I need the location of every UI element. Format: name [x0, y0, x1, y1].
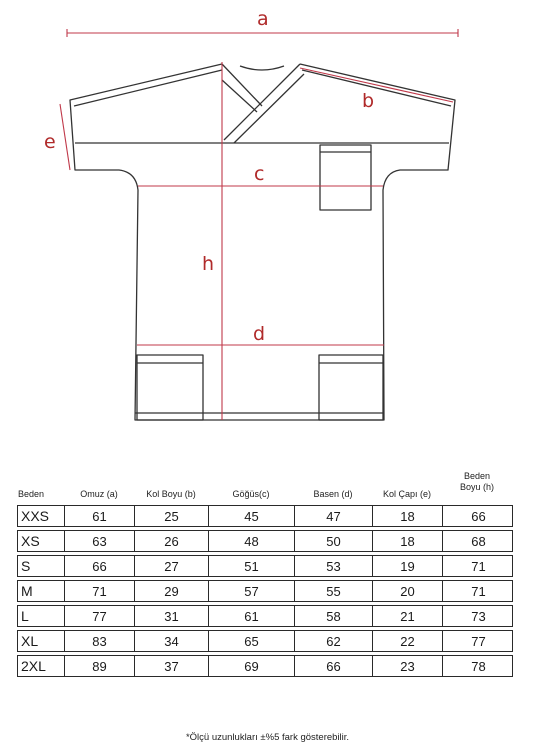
measurement-cell: 20 — [372, 581, 442, 601]
measurement-cell: 66 — [64, 556, 134, 576]
size-cell: XL — [21, 633, 39, 649]
size-cell: S — [21, 558, 31, 574]
measurement-cell: 83 — [64, 631, 134, 651]
measurement-cell: 21 — [372, 606, 442, 626]
measurement-cell: 34 — [134, 631, 208, 651]
measurement-cell: 61 — [64, 506, 134, 526]
measurement-cell: 48 — [208, 531, 294, 551]
measurement-cell: 19 — [372, 556, 442, 576]
size-cell: M — [21, 583, 33, 599]
measurement-cell: 22 — [372, 631, 442, 651]
measurement-cell: 45 — [208, 506, 294, 526]
measure-label-e: e — [44, 131, 56, 153]
measurement-cell: 61 — [208, 606, 294, 626]
measurement-cell: 23 — [372, 656, 442, 676]
measurement-cell: 58 — [294, 606, 372, 626]
measurement-cell: 71 — [442, 556, 514, 576]
measure-label-h: h — [202, 253, 215, 275]
measurement-cell: 47 — [294, 506, 372, 526]
measurement-cell: 66 — [442, 506, 514, 526]
table-row — [17, 580, 513, 602]
measure-label-b: b — [362, 90, 375, 112]
measure-label-a: a — [257, 8, 269, 30]
garment-outline — [70, 64, 455, 420]
table-row — [17, 630, 513, 652]
measurement-cell: 31 — [134, 606, 208, 626]
measurement-cell: 68 — [442, 531, 514, 551]
size-cell: L — [21, 608, 29, 624]
measurement-cell: 77 — [442, 631, 514, 651]
table-row — [17, 530, 513, 552]
table-row — [17, 505, 513, 527]
table-row — [17, 655, 513, 677]
table-row — [17, 605, 513, 627]
header-kol-capi: Kol Çapı (e) — [382, 489, 432, 499]
measurement-cell: 66 — [294, 656, 372, 676]
header-gogus: Göğüs(c) — [232, 489, 270, 499]
measurement-cell: 26 — [134, 531, 208, 551]
measurement-cell: 78 — [442, 656, 514, 676]
measurement-cell: 55 — [294, 581, 372, 601]
size-chart-table — [0, 440, 535, 710]
header-omuz: Omuz (a) — [80, 489, 118, 499]
measurement-cell: 71 — [64, 581, 134, 601]
measure-label-c: c — [254, 163, 265, 185]
measurement-cell: 50 — [294, 531, 372, 551]
header-kol-boyu: Kol Boyu (b) — [146, 489, 196, 499]
measure-label-d: d — [253, 323, 266, 345]
measurement-cell: 29 — [134, 581, 208, 601]
measurement-cell: 71 — [442, 581, 514, 601]
measurement-cell: 25 — [134, 506, 208, 526]
table-row — [17, 555, 513, 577]
measurement-cell: 65 — [208, 631, 294, 651]
measurement-cell: 57 — [208, 581, 294, 601]
measurement-cell: 69 — [208, 656, 294, 676]
header-basen: Basen (d) — [313, 489, 353, 499]
measurement-cell: 27 — [134, 556, 208, 576]
measurement-cell: 51 — [208, 556, 294, 576]
measurement-cell: 62 — [294, 631, 372, 651]
measurement-cell: 18 — [372, 506, 442, 526]
header-beden: Beden — [18, 489, 45, 499]
measurement-cell: 18 — [372, 531, 442, 551]
measurement-cell: 73 — [442, 606, 514, 626]
size-cell: XXS — [21, 508, 50, 524]
measurement-cell: 37 — [134, 656, 208, 676]
size-cell: XS — [21, 533, 40, 549]
header-beden-boyu: Beden Boyu (h) — [459, 471, 494, 492]
measurement-cell: 77 — [64, 606, 134, 626]
measurement-cell: 63 — [64, 531, 134, 551]
size-cell: 2XL — [21, 658, 46, 674]
measurement-cell: 89 — [64, 656, 134, 676]
tolerance-footnote: *Ölçü uzunlukları ±%5 fark gösterebilir. — [185, 732, 350, 743]
measurement-cell: 53 — [294, 556, 372, 576]
